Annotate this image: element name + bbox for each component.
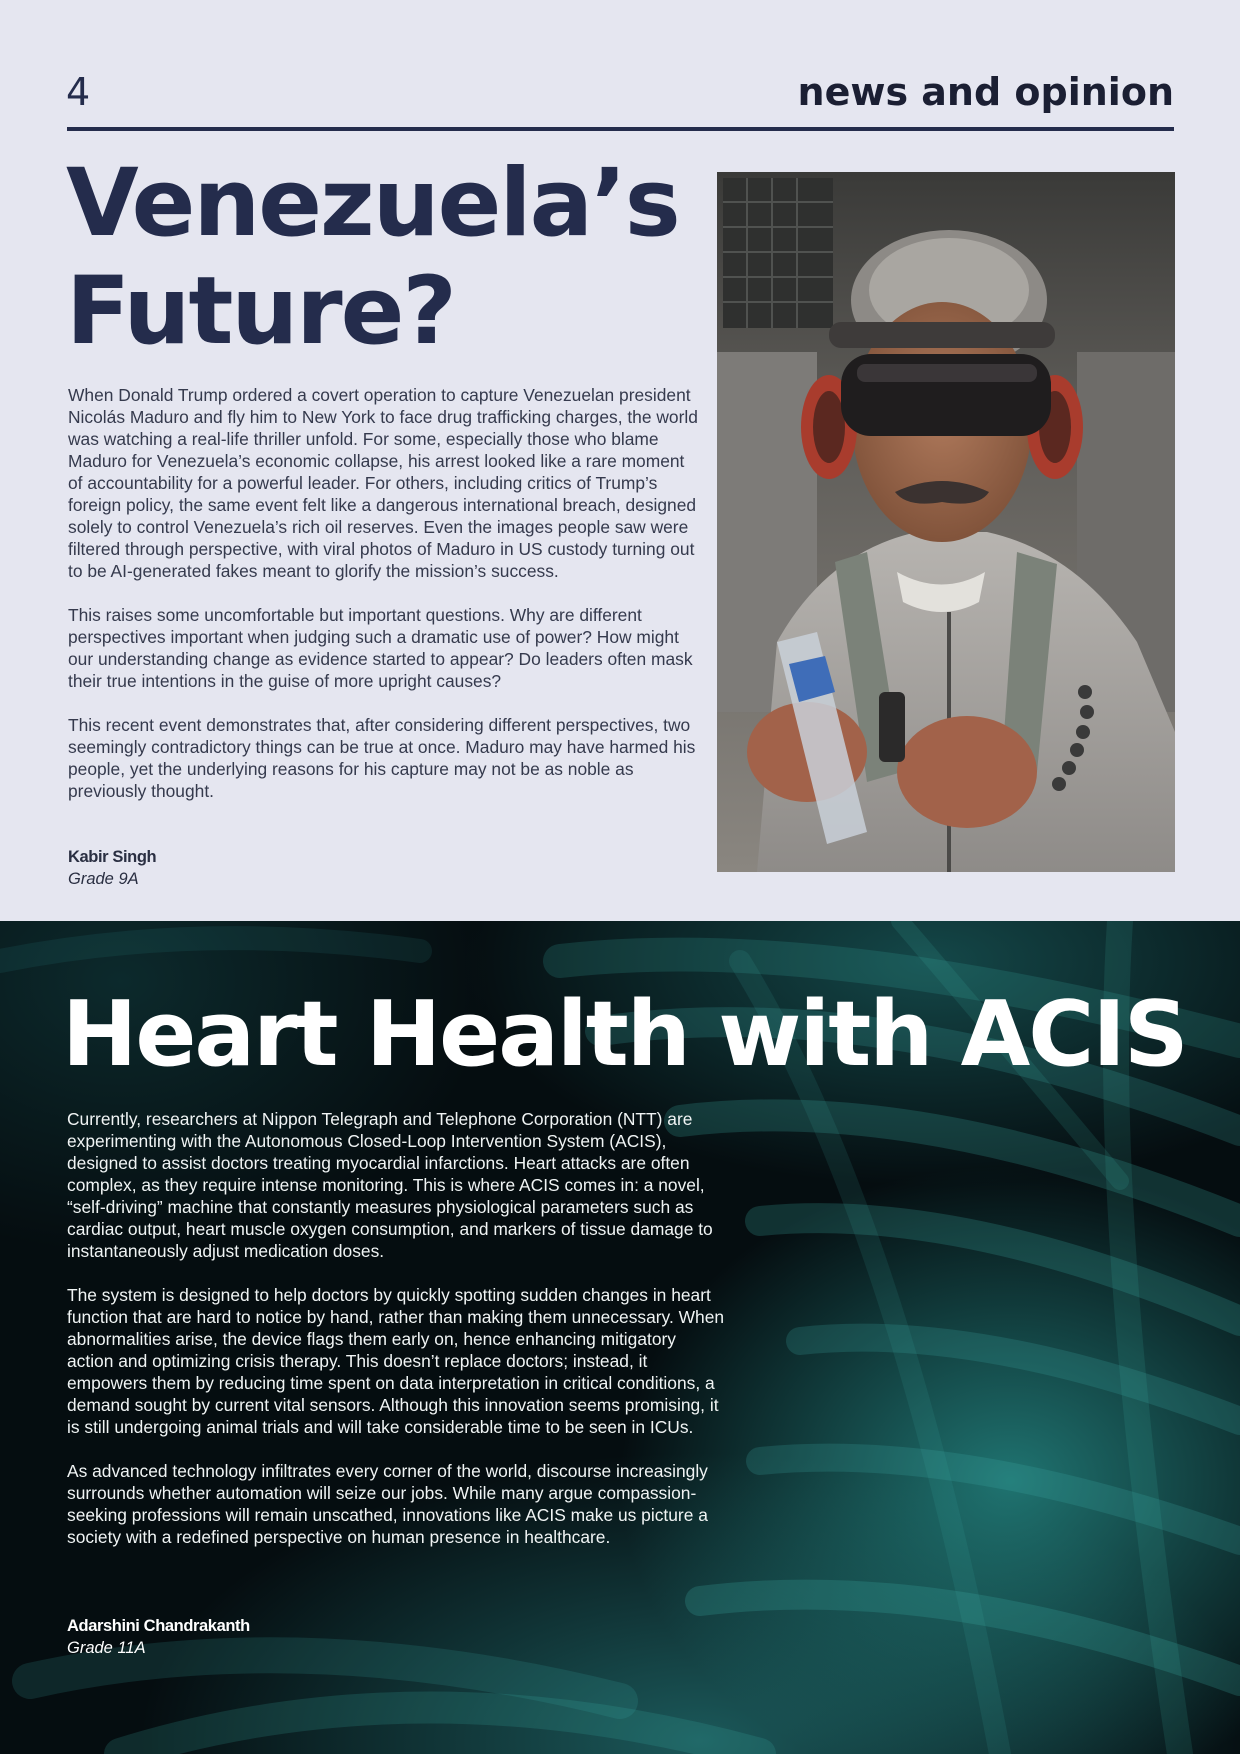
- header-rule: [67, 127, 1174, 131]
- article-body: [67, 1108, 727, 1570]
- article-byline: [67, 1615, 250, 1659]
- article-acis-section: [0, 921, 1240, 1754]
- author-grade: Grade 9A: [68, 870, 139, 888]
- article-title: [66, 150, 706, 366]
- article-paragraph: As advanced technology infiltrates every corner of the world, discourse increasingly surrounds whether automation will seize our jobs. While many argue compassion-seeking professions will remain unscathed, innovations like ACIS make us picture a society with a redefined perspective on human presence in healthcare.: [67, 1461, 708, 1547]
- article-title: Heart Health with ACIS: [62, 982, 1187, 1087]
- author-grade: Grade 11A: [67, 1639, 146, 1657]
- article-title-line-2: Future?: [66, 257, 455, 366]
- article-paragraph: This recent event demonstrates that, after considering different perspectives, two seemingly contradictory things can be true at once. Maduro may have harmed his people, yet the underlying reasons for his capture may not be as noble as previously thought.: [68, 715, 696, 801]
- section-label: news and opinion: [797, 70, 1174, 114]
- article-byline: [68, 846, 156, 890]
- author-name: Kabir Singh: [68, 848, 157, 866]
- author-name: Adarshini Chandrakanth: [67, 1617, 250, 1635]
- article-title-line-1: Venezuela’s: [66, 149, 679, 258]
- article-paragraph: Currently, researchers at Nippon Telegraph and Telephone Corporation (NTT) are experimenting with the Autonomous Closed-Loop Intervention System (ACIS), designed to assist doctors treating myocardial infarctions. Heart attacks are often complex, as they require intense monitoring. This is where ACIS comes in: a novel, “self-driving” machine that constantly measures physiological parameters such as cardiac output, heart muscle oxygen consumption, and markers of tissue damage to instantaneously adjust medication doses.: [67, 1109, 713, 1261]
- article-paragraph: This raises some uncomfortable but important questions. Why are different perspectives important when judging such a dramatic use of power? How might our understanding change as evidence started to appear? Do leaders often mask their true intentions in the guise of more upright causes?: [68, 605, 693, 691]
- page-number: 4: [66, 70, 91, 114]
- article-body: [68, 384, 700, 824]
- article-paragraph: The system is designed to help doctors by quickly spotting sudden changes in heart function that are hard to notice by hand, rather than making them unnecessary. When abnormalities arise, the device flags them early on, hence enhancing mitigatory action and optimizing crisis therapy. This doesn’t replace doctors; instead, it empowers them by reducing time spent on data interpretation in critical conditions, a demand sought by current vital sensors. Although this innovation seems promising, it is still undergoing animal trials and will take considerable time to be seen in ICUs.: [67, 1285, 725, 1437]
- photo-illustration: [717, 172, 1175, 872]
- article-paragraph: When Donald Trump ordered a covert operation to capture Venezuelan president Nicolás Maduro and fly him to New York to face drug trafficking charges, the world was watching a real-life thriller unfold. For some, especially those who blame Maduro for Venezuela’s economic collapse, his arrest looked like a rare moment of accountability for a powerful leader. For others, including critics of Trump’s foreign policy, the same event felt like a dangerous international breach, designed solely to control Venezuela’s rich oil reserves. Even the images people saw were filtered through perspective, with viral photos of Maduro in US custody turning out to be AI-generated fakes meant to glorify the mission’s success.: [68, 385, 698, 581]
- article-photo: [717, 172, 1175, 872]
